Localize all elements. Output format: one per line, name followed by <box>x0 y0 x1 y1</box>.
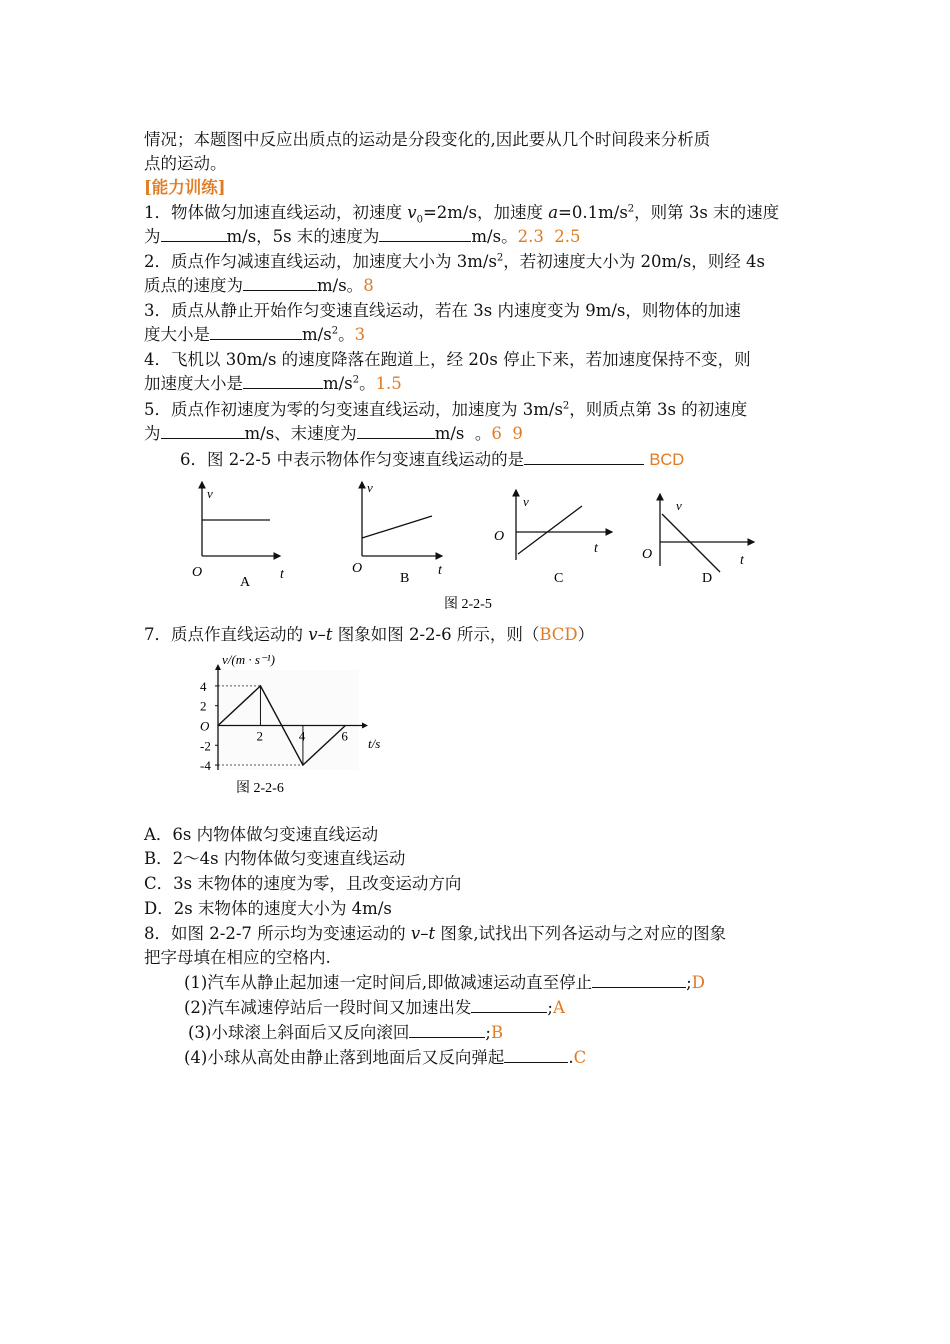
origin-label: O <box>192 565 203 580</box>
question-3-line-1: 3．质点从静止开始作匀变速直线运动，若在 3s 内速度变为 9m/s，则物体的加速 <box>144 301 741 320</box>
q5-answer: 6 9 <box>491 424 523 443</box>
question-2-line-1 <box>144 250 765 274</box>
q8-item-answer: B <box>490 1023 504 1042</box>
x-tick-label: 6 <box>341 728 348 744</box>
q8-item-1 <box>184 971 705 995</box>
graph-label: B <box>400 571 410 586</box>
question-8-line-2: 把字母填在相应的空格内. <box>144 948 331 967</box>
q5-text-d: m/s、末速度为 <box>244 424 357 443</box>
question-1-line-1 <box>144 201 779 225</box>
answer-blank[interactable] <box>161 423 245 439</box>
y-axis-arrow <box>215 664 221 670</box>
q1-v0-sub: 0 <box>416 214 423 226</box>
q4-text-d: 。 <box>359 374 376 393</box>
v-label: v <box>207 486 213 501</box>
section-title: [能力训练] <box>144 178 226 197</box>
q3-text-c: m/s <box>302 325 332 344</box>
q4-answer: 1.5 <box>375 374 402 393</box>
q1-text-b: =2m/s，加速度 <box>422 203 549 222</box>
plot-area <box>215 670 359 770</box>
q8-item-2 <box>184 996 565 1020</box>
q8-item-answer: A <box>552 998 565 1017</box>
q1-v0: v <box>407 203 417 222</box>
x-axis-label: t/s <box>368 736 381 751</box>
answer-blank[interactable] <box>161 226 227 242</box>
q1-sup: 2 <box>627 203 635 215</box>
answer-blank[interactable] <box>409 1022 485 1038</box>
question-4-line-2 <box>144 372 402 396</box>
q1-text-e: 为 <box>144 227 161 246</box>
graph-line <box>362 516 432 538</box>
option-a: A．6s 内物体做匀变速直线运动 <box>144 825 379 844</box>
intro-line-2: 点的运动。 <box>144 154 227 173</box>
q2-text-b: ，若初速度大小为 20m/s，则经 4s <box>503 252 765 271</box>
q1-text-d: ，则第 3s 末的速度 <box>634 203 780 222</box>
graph-a <box>192 482 285 590</box>
q8-item-3 <box>188 1021 503 1045</box>
q8-item-text: (4)小球从高处由静止落到地面后又反向弹起 <box>184 1048 505 1067</box>
answer-blank[interactable] <box>592 972 686 988</box>
q8-text-a: 8．如图 2-2-7 所示均为变速运动的 <box>144 924 411 943</box>
q8-vt: v–t <box>410 924 436 943</box>
q8-item-answer: D <box>691 973 705 992</box>
q1-text-g: m/s。 <box>471 227 518 246</box>
y-axis-label: v/(m · s⁻¹) <box>222 652 275 667</box>
answer-blank[interactable] <box>357 423 435 439</box>
q3-text-d: 。 <box>338 325 355 344</box>
q5-text-c: 为 <box>144 424 161 443</box>
q6-answer: BCD <box>649 451 685 469</box>
answer-blank[interactable] <box>243 275 317 291</box>
question-2-line-2 <box>144 274 374 298</box>
q3-sup: 2 <box>331 325 339 337</box>
q3-text-b: 度大小是 <box>144 325 210 344</box>
q4-sup: 2 <box>352 374 360 386</box>
q2-text-d: m/s。 <box>317 276 364 295</box>
question-5-line-2 <box>144 422 523 446</box>
intro-line-1: 情况；本题图中反应出质点的运动是分段变化的,因此要从几个时间段来分析质 <box>144 130 711 149</box>
q5-text-b: ，则质点第 3s 的初速度 <box>569 400 748 419</box>
graph-label: A <box>240 575 251 590</box>
q3-answer: 3 <box>354 325 366 344</box>
origin-label: O <box>352 561 363 576</box>
graph-line <box>518 506 582 554</box>
answer-blank[interactable] <box>379 226 471 242</box>
q1-answer: 2.3 2.5 <box>517 227 581 246</box>
q2-text-c: 质点的速度为 <box>144 276 243 295</box>
answer-blank[interactable] <box>524 449 644 465</box>
question-4-line-1: 4．飞机以 30m/s 的速度降落在跑道上，经 20s 停止下来，若加速度保持不变，则 <box>144 350 751 369</box>
answer-blank[interactable] <box>504 1047 568 1063</box>
x-tick-label: 4 <box>298 728 306 744</box>
graph-label: D <box>702 571 713 586</box>
figure-caption: 图 2-2-5 <box>444 597 492 612</box>
q1-text-f: m/s，5s 末的速度为 <box>226 227 380 246</box>
question-7-line <box>144 623 594 647</box>
q5-text-e: m/s 。 <box>434 424 492 443</box>
y-tick-label: -2 <box>200 738 211 754</box>
question-6-line <box>180 448 684 472</box>
question-3-line-2 <box>144 323 365 347</box>
q8-item-text: (1)汽车从静止起加速一定时间后,即做减速运动直至停止 <box>184 973 593 992</box>
y-tick-label: -4 <box>200 758 211 774</box>
q8-item-end: ; <box>547 998 553 1017</box>
graph-label: C <box>554 571 564 586</box>
q1-a-var: a <box>548 203 559 222</box>
option-d: D．2s 末物体的速度大小为 4m/s <box>144 899 392 918</box>
q8-item-text: (3)小球滚上斜面后又反向滚回 <box>188 1023 410 1042</box>
q4-text-c: m/s <box>323 374 353 393</box>
figure-caption: 图 2-2-6 <box>236 781 284 796</box>
q5-sup: 2 <box>562 400 570 412</box>
v-label: v <box>523 494 529 509</box>
answer-blank[interactable] <box>210 324 302 340</box>
q1-text-a: 1．物体做匀加速直线运动，初速度 <box>144 203 408 222</box>
origin-label: O <box>494 529 505 544</box>
figure-2-2-6 <box>188 646 408 802</box>
graph-line <box>662 514 720 572</box>
q8-item-text: (2)汽车减速停站后一段时间又加速出发 <box>184 998 472 1017</box>
q4-text-b: 加速度大小是 <box>144 374 243 393</box>
graph-c <box>494 490 612 586</box>
q7-text-b: 图象如图 2-2-6 所示，则（ <box>332 625 540 644</box>
y-tick-label: O <box>200 718 210 734</box>
t-label: t <box>438 563 442 578</box>
figure-2-2-5 <box>180 476 780 616</box>
answer-blank[interactable] <box>243 373 323 389</box>
question-8-line-1 <box>144 922 726 946</box>
q8-item-end: . <box>568 1048 574 1067</box>
q2-sup: 2 <box>496 252 504 264</box>
q8-item-end: ; <box>485 1023 491 1042</box>
question-1-line-2 <box>144 225 581 249</box>
x-tick-label: 2 <box>256 728 263 744</box>
answer-blank[interactable] <box>471 997 547 1013</box>
q8-item-end: ; <box>686 973 692 992</box>
origin-label: O <box>642 547 653 562</box>
question-5-line-1 <box>144 398 747 422</box>
q2-answer: 8 <box>363 276 374 295</box>
q2-text-a: 2．质点作匀减速直线运动，加速度大小为 3m/s <box>144 252 497 271</box>
q1-text-c: =0.1m/s <box>558 203 628 222</box>
y-tick-label: 2 <box>200 698 207 714</box>
q7-text-a: 7．质点作直线运动的 <box>144 625 309 644</box>
t-label: t <box>280 567 284 582</box>
q5-text-a: 5．质点作初速度为零的匀变速直线运动，加速度为 3m/s <box>144 400 563 419</box>
q6-text: 6．图 2-2-5 中表示物体作匀变速直线运动的是 <box>180 450 525 469</box>
q8-item-answer: C <box>573 1048 587 1067</box>
option-b: B．2～4s 内物体做匀变速直线运动 <box>144 849 406 868</box>
x-axis-arrow <box>362 722 368 728</box>
v-label: v <box>367 480 373 495</box>
t-label: t <box>740 553 744 568</box>
q7-text-c: ） <box>577 625 595 644</box>
q8-text-b: 图象,试找出下列各运动与之对应的图象 <box>435 924 727 943</box>
t-label: t <box>594 541 598 556</box>
option-c: C．3s 末物体的速度为零，且改变运动方向 <box>144 874 462 893</box>
graph-b <box>352 480 443 586</box>
graph-d <box>642 494 754 586</box>
q8-item-4 <box>184 1046 586 1070</box>
q7-vt: v–t <box>308 625 333 644</box>
v-label: v <box>676 498 682 513</box>
q7-answer: BCD <box>539 625 578 644</box>
y-tick-label: 4 <box>200 678 207 694</box>
